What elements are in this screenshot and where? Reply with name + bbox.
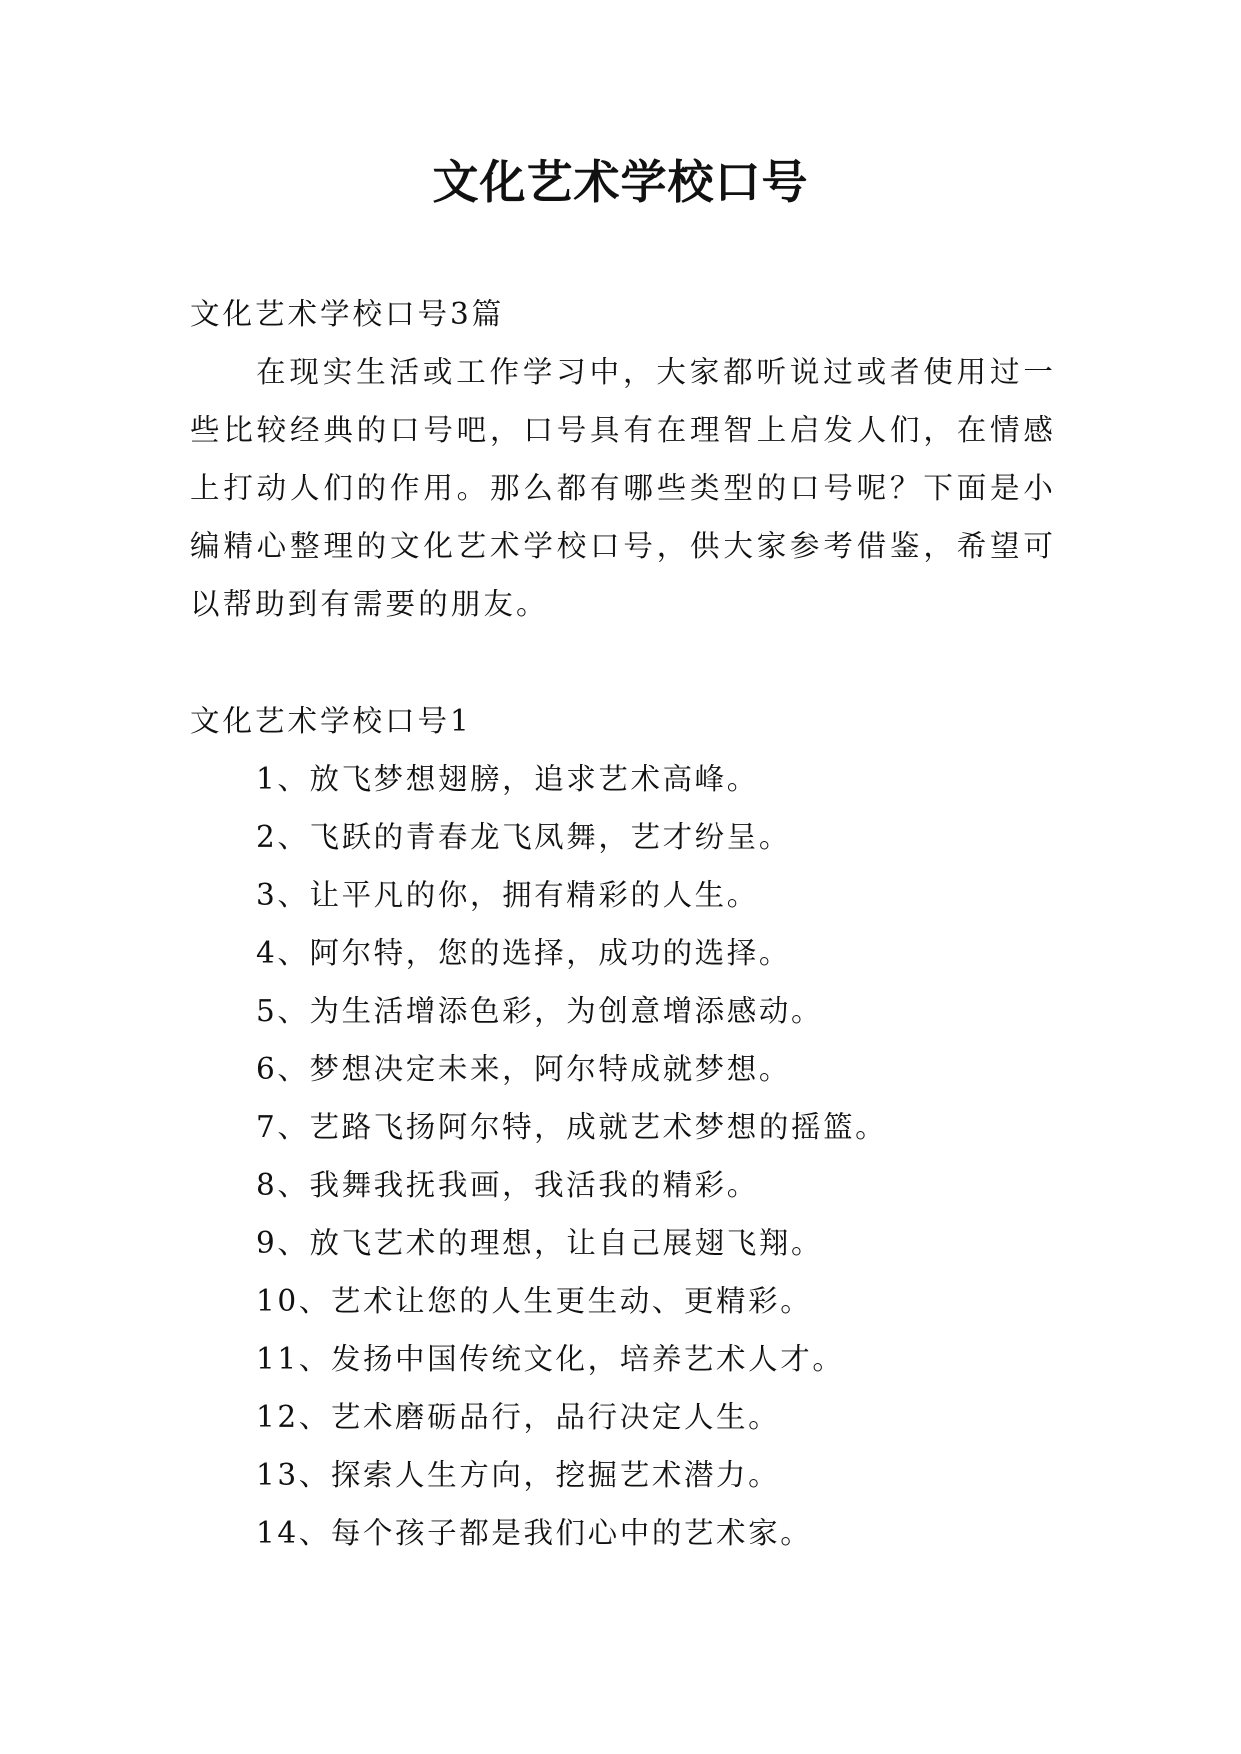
slogan-item: 9、放飞艺术的理想，让自己展翅飞翔。: [256, 1226, 824, 1260]
slogan-item: 7、艺路飞扬阿尔特，成就艺术梦想的摇篮。: [256, 1110, 888, 1144]
section-heading: 文化艺术学校口号1: [190, 704, 472, 738]
intro-paragraph: 在现实生活或工作学习中，大家都听说过或者使用过一些比较经典的口号吧，口号具有在理智上启发人们，在情感上打动人们的作用。那么都有哪些类型的口号呢？下面是小编精心整理的文化艺术学校口号，供大家参考借鉴，希望可以帮助到有需要的朋友。: [190, 355, 1056, 621]
slogan-item: 12、艺术磨砺品行，品行决定人生。: [256, 1400, 781, 1434]
document-title: 文化艺术学校口号: [432, 155, 809, 209]
section-spacer: [190, 633, 1056, 692]
slogan-item: 8、我舞我抚我画，我活我的精彩。: [256, 1168, 759, 1202]
slogan-item: 5、为生活增添色彩，为创意增添感动。: [256, 994, 824, 1028]
slogan-item: 13、探索人生方向，挖掘艺术潜力。: [256, 1458, 781, 1492]
slogan-item: 2、飞跃的青春龙飞凤舞，艺才纷呈。: [256, 820, 791, 854]
slogan-item: 11、发扬中国传统文化，培养艺术人才。: [256, 1342, 845, 1376]
slogan-item: 6、梦想决定未来，阿尔特成就梦想。: [256, 1052, 791, 1086]
slogan-item: 3、让平凡的你，拥有精彩的人生。: [256, 878, 759, 912]
slogan-list: [190, 750, 1056, 1562]
slogan-item: 14、每个孩子都是我们心中的艺术家。: [256, 1516, 813, 1550]
slogan-item: 1、放飞梦想翅膀，追求艺术高峰。: [256, 762, 759, 796]
slogan-item: 10、艺术让您的人生更生动、更精彩。: [256, 1284, 813, 1318]
document-body: [190, 285, 1056, 1562]
slogan-item: 4、阿尔特，您的选择，成功的选择。: [256, 936, 791, 970]
document-subtitle: 文化艺术学校口号3篇: [190, 297, 505, 331]
